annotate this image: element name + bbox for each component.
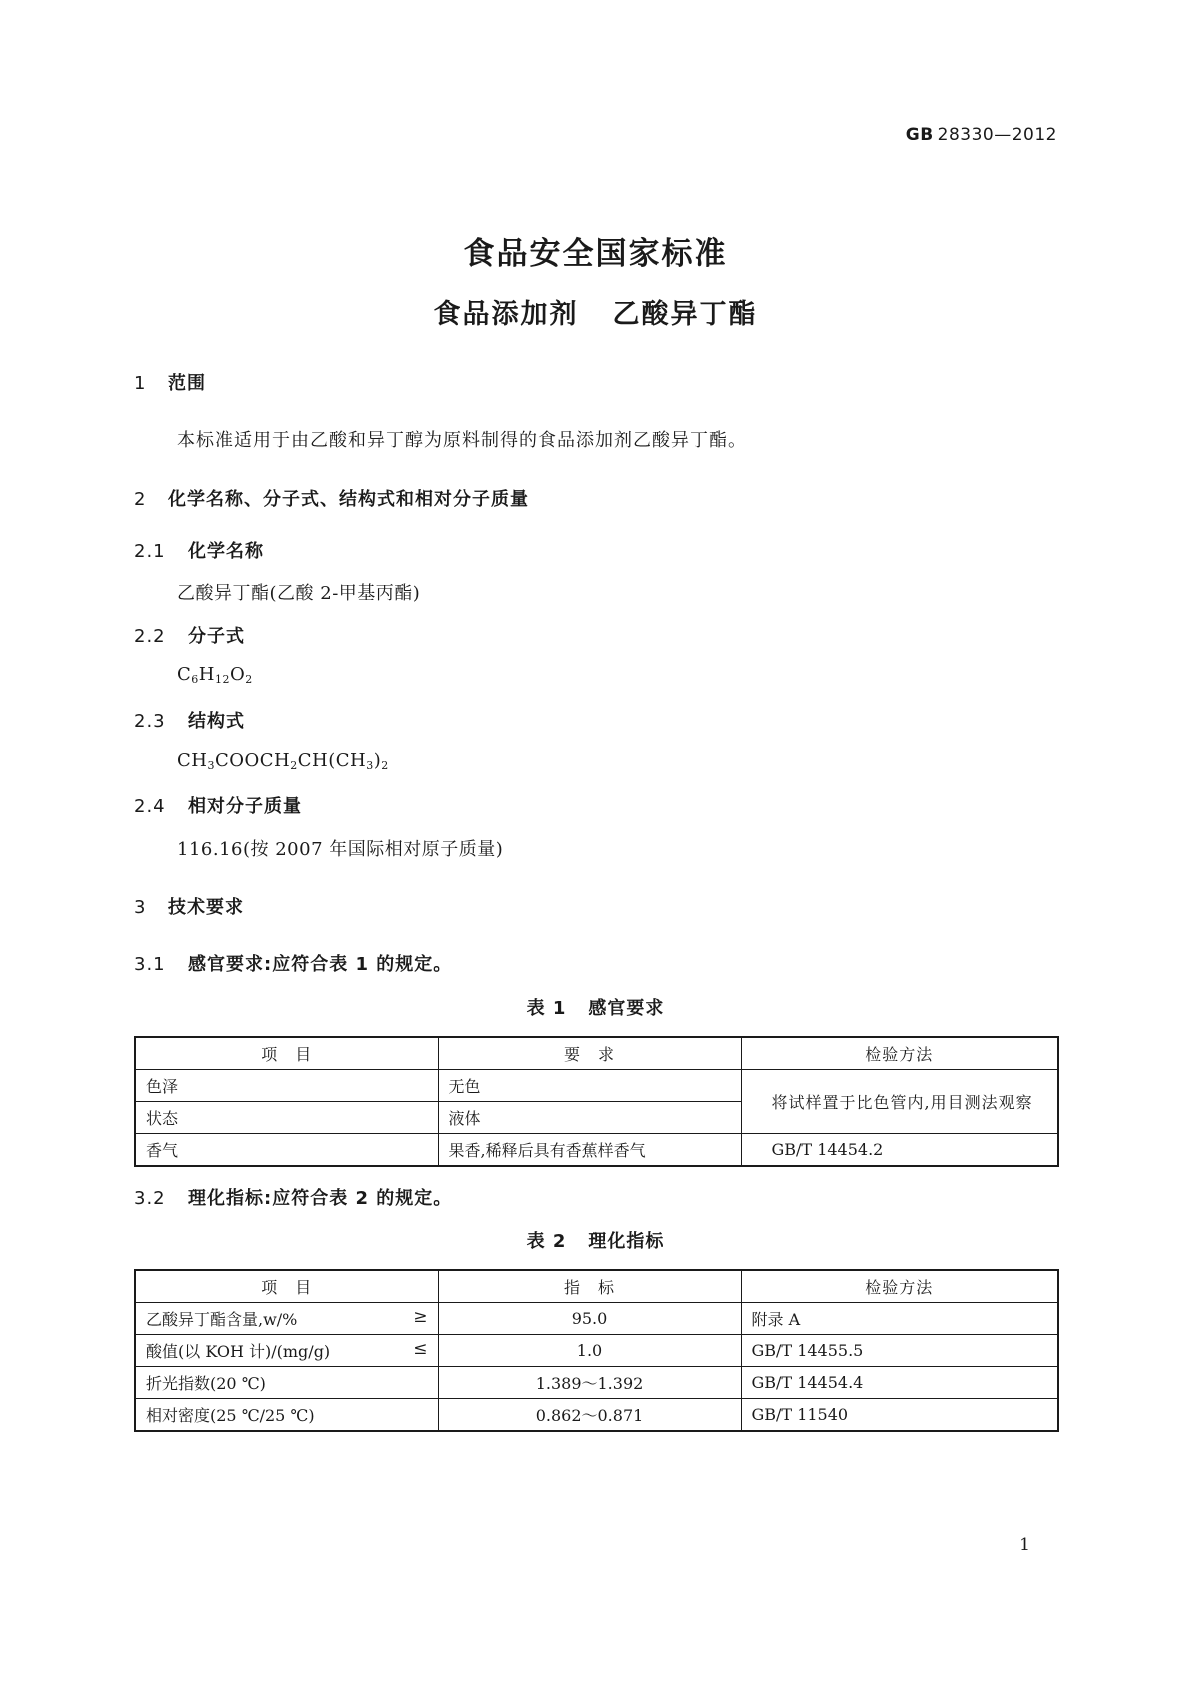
table-row: [135, 1335, 1058, 1367]
table-header-row: [135, 1037, 1058, 1070]
table-row: [135, 1070, 1058, 1102]
standard-prefix: GB: [905, 125, 934, 145]
table-row: [135, 1134, 1058, 1167]
table-cell-method: GB/T 14455.5: [741, 1335, 1058, 1367]
page-number: 1: [1019, 1535, 1030, 1555]
table-cell-requirement: 果香,稀释后具有香蕉样香气: [438, 1134, 741, 1167]
table-cell-item: 乙酸异丁酯含量,w/% ≥: [135, 1303, 438, 1335]
table-cell-value: 1.0: [438, 1335, 741, 1367]
molecular-mass: 116.16(按 2007 年国际相对原子质量): [177, 839, 504, 860]
comparison-sign: ≥: [413, 1307, 428, 1327]
table-cell-item: 香气: [135, 1134, 438, 1167]
table-row: [135, 1367, 1058, 1399]
table-cell-method: GB/T 14454.2: [741, 1134, 1058, 1167]
structural-formula: $CH_3COOCH_2CH(CH_3)_2$: [177, 750, 389, 772]
section-3-1-heading: 3.1 感官要求:应符合表 1 的规定。: [134, 954, 453, 975]
table-cell-item: 酸值(以 KOH 计)/(mg/g) ≤: [135, 1335, 438, 1367]
document-subtitle: [0, 292, 1191, 331]
table-row: [135, 1303, 1058, 1335]
column-header: 指 标: [438, 1270, 741, 1303]
section-2-3-heading: 2.3 结构式: [134, 711, 245, 732]
subtitle-substance: 乙酸异丁酯: [612, 299, 758, 330]
section-2-heading: 2 化学名称、分子式、结构式和相对分子质量: [134, 489, 529, 510]
column-header: 检验方法: [741, 1270, 1058, 1303]
section-2-4-heading: 2.4 相对分子质量: [134, 796, 302, 817]
table-cell-value: 1.389～1.392: [438, 1367, 741, 1399]
molecular-formula: $C_6H_{12}O_2$: [177, 664, 253, 686]
table-1-caption: 表 1 感官要求: [526, 998, 665, 1019]
table-cell-value: 95.0: [438, 1303, 741, 1335]
column-header: 项 目: [135, 1037, 438, 1070]
standard-number: [906, 125, 1057, 145]
section-1-text: 本标准适用于由乙酸和异丁醇为原料制得的食品添加剂乙酸异丁酯。: [177, 430, 747, 451]
table-cell-item: 状态: [135, 1102, 438, 1134]
subtitle-category: 食品添加剂: [433, 299, 579, 330]
comparison-sign: ≤: [413, 1339, 428, 1359]
chemical-name: 乙酸异丁酯(乙酸 2-甲基丙酯): [177, 583, 421, 604]
table-cell-value: 0.862～0.871: [438, 1399, 741, 1432]
table-cell-item: 色泽: [135, 1070, 438, 1102]
section-1-heading: 1 范围: [134, 373, 206, 394]
table-cell-method: GB/T 14454.4: [741, 1367, 1058, 1399]
table-header-row: [135, 1270, 1058, 1303]
table-cell-method: 附录 A: [741, 1303, 1058, 1335]
section-2-2-heading: 2.2 分子式: [134, 626, 245, 647]
table-cell-requirement: 无色: [438, 1070, 741, 1102]
table-cell-method: GB/T 11540: [741, 1399, 1058, 1432]
table-1-sensory: [134, 1036, 1059, 1167]
table-cell-method: 将试样置于比色管内,用目测法观察: [741, 1070, 1058, 1134]
table-cell-item: 折光指数(20 ℃): [135, 1367, 438, 1399]
table-row: [135, 1399, 1058, 1432]
column-header: 要 求: [438, 1037, 741, 1070]
section-3-heading: 3 技术要求: [134, 897, 244, 918]
column-header: 项 目: [135, 1270, 438, 1303]
section-2-1-heading: 2.1 化学名称: [134, 541, 264, 562]
section-3-2-heading: 3.2 理化指标:应符合表 2 的规定。: [134, 1188, 453, 1209]
table-cell-item: 相对密度(25 ℃/25 ℃): [135, 1399, 438, 1432]
column-header: 检验方法: [741, 1037, 1058, 1070]
document-title: 食品安全国家标准: [463, 236, 728, 272]
table-2-physicochemical: [134, 1269, 1059, 1432]
table-cell-requirement: 液体: [438, 1102, 741, 1134]
standard-code: 28330—2012: [937, 125, 1057, 145]
table-2-caption: 表 2 理化指标: [526, 1231, 665, 1252]
